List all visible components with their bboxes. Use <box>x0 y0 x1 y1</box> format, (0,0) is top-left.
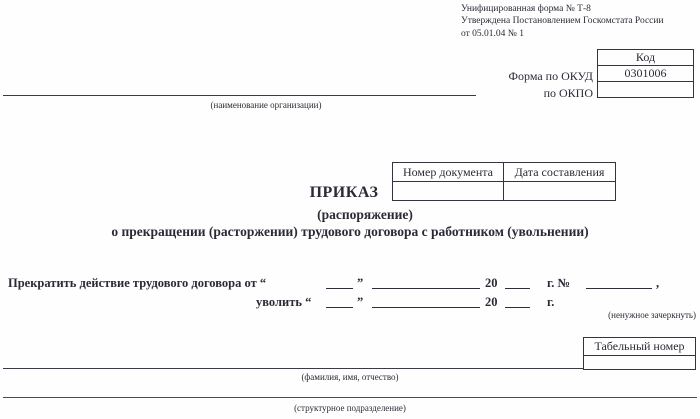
personnel-number-value-cell <box>584 356 696 370</box>
doc-date-value-cell <box>504 182 616 201</box>
approval-header-line3: от 05.01.04 № 1 <box>461 28 524 39</box>
organization-name-blank <box>3 95 476 96</box>
employee-name-caption: (фамилия, имя, отчество) <box>301 372 399 382</box>
okud-label: Форма по ОКУД <box>508 69 593 83</box>
terminate-number-blank <box>586 288 652 289</box>
terminate-line-label: Прекратить действие трудового договора от “ <box>8 276 267 290</box>
terminate-year-blank <box>505 288 530 289</box>
division-blank <box>3 397 697 398</box>
dismiss-year-blank <box>505 307 530 308</box>
okud-value-cell: 0301006 <box>598 66 694 82</box>
dismiss-year-suffix: г. <box>547 295 555 309</box>
employee-name-blank <box>3 368 583 369</box>
dismiss-month-blank <box>372 307 480 308</box>
approval-header <box>461 3 664 40</box>
dismiss-year-prefix: 20 <box>485 295 498 309</box>
dismiss-day-blank <box>326 307 353 308</box>
terminate-year-suffix: г. № <box>547 276 571 290</box>
approval-header-line2: Утверждена Постановлением Госкомстата России <box>461 16 664 27</box>
terminate-comma: , <box>656 276 660 290</box>
code-header-cell: Код <box>598 50 694 66</box>
dismiss-close-quote: ” <box>357 295 364 309</box>
doc-date-header-cell: Дата составления <box>504 163 616 182</box>
terminate-day-blank <box>326 288 353 289</box>
order-subtitle: (распоряжение) <box>317 207 413 222</box>
terminate-year-prefix: 20 <box>485 276 498 290</box>
okpo-value-cell <box>598 82 694 98</box>
terminate-month-blank <box>372 288 480 289</box>
dismiss-line-label: уволить “ <box>256 295 312 309</box>
strike-note-caption: (ненужное зачеркнуть) <box>608 310 696 320</box>
code-table <box>597 49 694 98</box>
approval-header-line1: Унифицированная форма № Т-8 <box>461 4 591 14</box>
organization-caption: (наименование организации) <box>210 100 322 110</box>
okpo-label: по ОКПО <box>543 86 593 100</box>
doc-number-header-cell: Номер документа <box>393 163 504 182</box>
personnel-number-table <box>583 337 696 370</box>
order-title: ПРИКАЗ <box>309 184 379 201</box>
order-subject: о прекращении (расторжении) трудового договора с работником (увольнении) <box>111 224 589 239</box>
personnel-number-header-cell: Табельный номер <box>584 338 696 356</box>
terminate-close-quote: ” <box>357 276 364 290</box>
division-caption: (структурное подразделение) <box>294 403 406 413</box>
